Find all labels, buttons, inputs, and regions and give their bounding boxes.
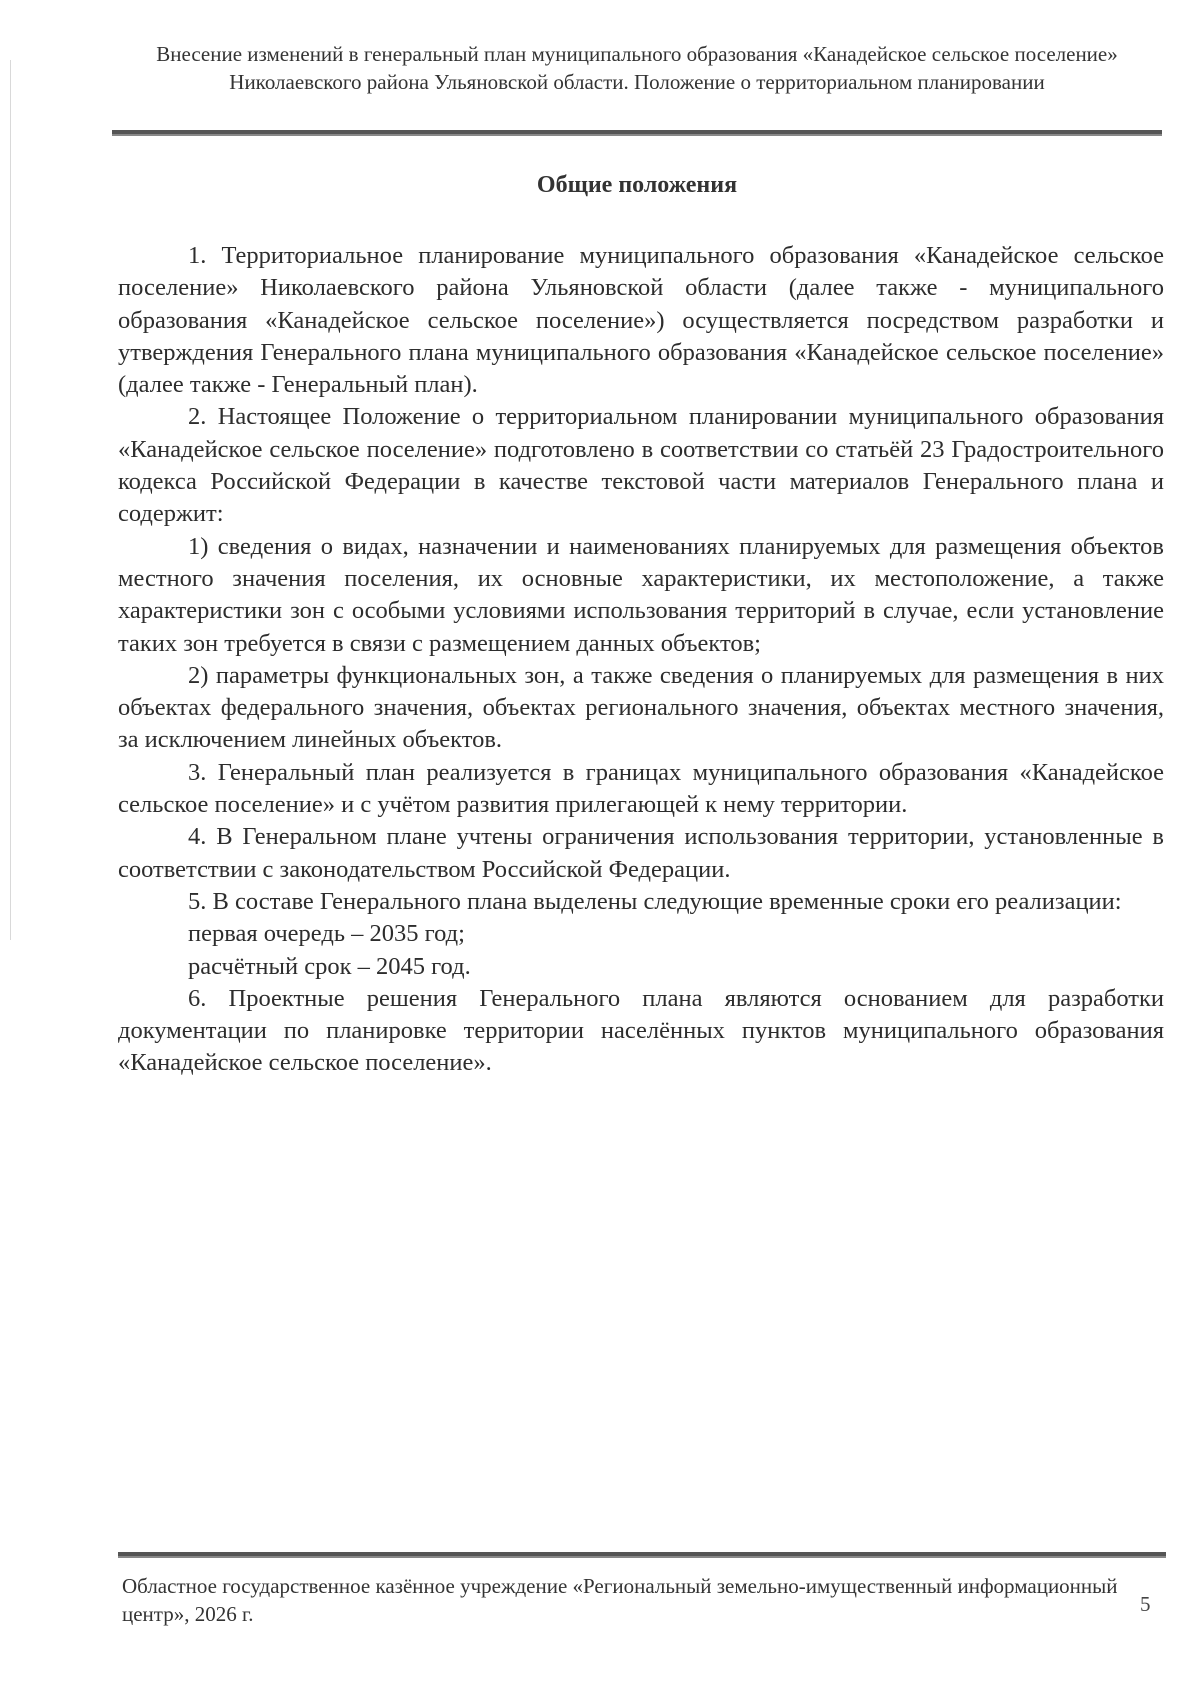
section-title: Общие положения (536, 172, 738, 198)
footer-divider (118, 1552, 1166, 1558)
document-body (118, 240, 1164, 1080)
term-first-stage: первая очередь – 2035 год; (188, 920, 465, 948)
page-number: 5 (1140, 1592, 1151, 1616)
list-item-2: 2) параметры функциональных зон, а также сведения о планируемых для размещения в них объектах федерального значения, объектах регионального значения, объектах местного значения, за исключением линейных объектов. (118, 661, 1164, 754)
paragraph-5: 5. В составе Генерального плана выделены следующие временные сроки его реализации: (188, 887, 1122, 915)
list-item-1: 1) сведения о видах, назначении и наименованиях планируемых для размещения объектов местного значения поселения, их основные характеристики, их местоположение, а также характеристики зон с особыми условиями использования территорий в случае, если установление таких зон требуется в связи с размещением данных объектов; (118, 532, 1164, 657)
paragraph-6: 6. Проектные решения Генерального плана являются основанием для разработки документации по планировке территории населённых пунктов муниципального образования «Канадейское сельское поселение». (118, 984, 1164, 1077)
footer-text: Областное государственное казённое учреждение «Региональный земельно-имущественный информационный центр», 2026 г. (122, 1574, 1118, 1626)
running-header: Внесение изменений в генеральный план муниципального образования «Канадейское сельское поселение» Николаевского района Ульяновской области. Положение о территориальном планировании (156, 42, 1118, 94)
paragraph-1: 1. Территориальное планирование муниципального образования «Канадейское сельское поселение» Николаевского района Ульяновской области (далее также - муниципального образования «Канадейское сельское поселение») осуществляется посредством разработки и утверждения Генерального плана муниципального образования «Канадейское сельское поселение» (далее также - Генеральный план). (118, 242, 1164, 399)
term-estimated: расчётный срок – 2045 год. (188, 952, 471, 980)
paragraph-3: 3. Генеральный план реализуется в границах муниципального образования «Канадейское сельское поселение» и с учётом развития прилегающей к нему территории. (118, 758, 1164, 819)
paragraph-4: 4. В Генеральном плане учтены ограничения использования территории, установленные в соответствии с законодательством Российской Федерации. (118, 823, 1164, 883)
scan-edge-line (10, 60, 11, 940)
paragraph-2: 2. Настоящее Положение о территориальном планировании муниципального образования «Канадейское сельское поселение» подготовлено в соответствии со статьёй 23 Градостроительного кодекса Российской Федерации в качестве текстовой части материалов Генерального плана и содержит: (118, 403, 1164, 528)
header-divider (112, 130, 1162, 136)
